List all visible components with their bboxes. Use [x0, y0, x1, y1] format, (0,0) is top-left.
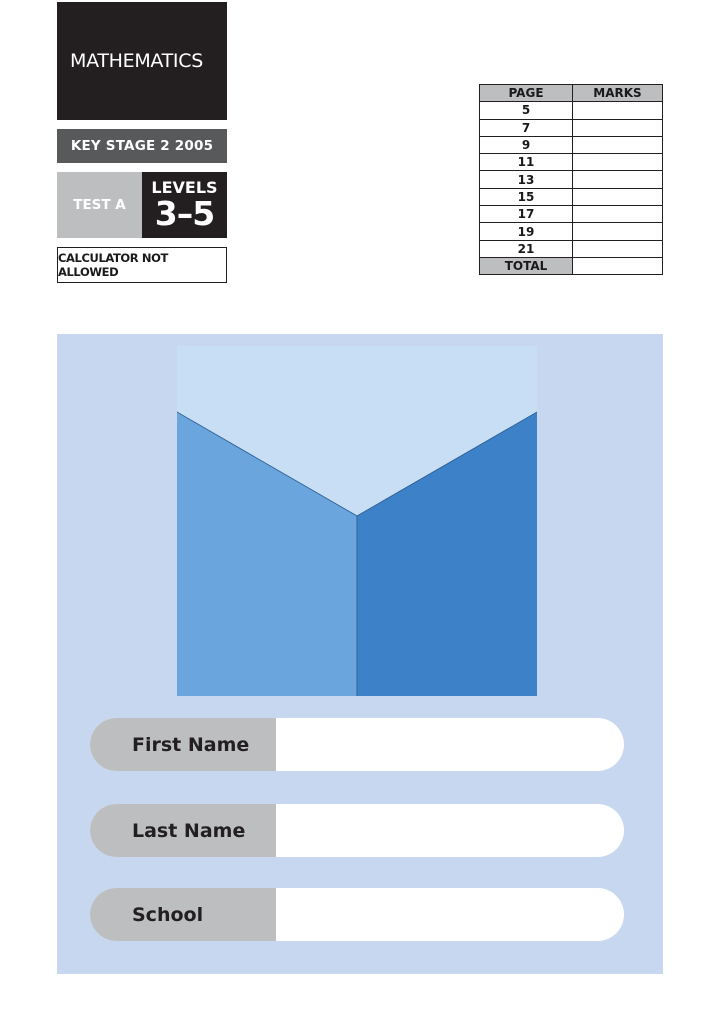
table-row — [480, 188, 663, 205]
test-label: TEST A — [73, 197, 126, 213]
key-stage-label: KEY STAGE 2 2005 — [70, 138, 214, 154]
school-label: School — [90, 888, 276, 941]
last-name-label: Last Name — [90, 804, 276, 857]
total-marks-cell[interactable] — [573, 257, 663, 274]
marks-cell[interactable] — [573, 154, 663, 171]
total-row — [480, 257, 663, 274]
calculator-notice-text: CALCULATOR NOT ALLOWED — [58, 251, 168, 279]
marks-cell[interactable] — [573, 240, 663, 257]
subject-title: MATHEMATICS — [70, 50, 203, 72]
table-row — [480, 119, 663, 136]
subject-title-box — [57, 2, 227, 120]
school-input[interactable] — [276, 888, 624, 941]
marks-cell[interactable] — [573, 119, 663, 136]
key-stage-box — [57, 129, 227, 163]
page-number: 5 — [480, 102, 573, 119]
page-number: 13 — [480, 171, 573, 188]
page-number: 21 — [480, 240, 573, 257]
page-column-header: PAGE — [480, 85, 573, 102]
test-box — [57, 172, 142, 238]
marks-cell[interactable] — [573, 102, 663, 119]
cube-lattice-icon — [177, 346, 537, 696]
first-name-input[interactable] — [276, 718, 624, 771]
last-name-field — [90, 804, 624, 857]
calculator-notice — [57, 247, 227, 283]
marks-cell[interactable] — [573, 188, 663, 205]
table-row — [480, 206, 663, 223]
marks-cell[interactable] — [573, 206, 663, 223]
marks-cell[interactable] — [573, 136, 663, 153]
marks-table — [479, 84, 663, 275]
table-row — [480, 223, 663, 240]
marks-column-header: MARKS — [573, 85, 663, 102]
total-label: TOTAL — [480, 257, 573, 274]
first-name-field — [90, 718, 624, 771]
last-name-input[interactable] — [276, 804, 624, 857]
table-row — [480, 102, 663, 119]
school-field — [90, 888, 624, 941]
cover-panel — [57, 334, 663, 974]
page-number: 11 — [480, 154, 573, 171]
marks-table-header — [480, 85, 663, 102]
table-row — [480, 154, 663, 171]
marks-cell[interactable] — [573, 171, 663, 188]
page-number: 7 — [480, 119, 573, 136]
table-row — [480, 136, 663, 153]
first-name-label: First Name — [90, 718, 276, 771]
levels-label: LEVELS — [151, 178, 218, 197]
levels-box — [142, 172, 227, 238]
table-row — [480, 171, 663, 188]
page-number: 15 — [480, 188, 573, 205]
page-number: 17 — [480, 206, 573, 223]
page-number: 19 — [480, 223, 573, 240]
page-number: 9 — [480, 136, 573, 153]
table-row — [480, 240, 663, 257]
marks-cell[interactable] — [573, 223, 663, 240]
levels-value: 3–5 — [154, 194, 215, 233]
